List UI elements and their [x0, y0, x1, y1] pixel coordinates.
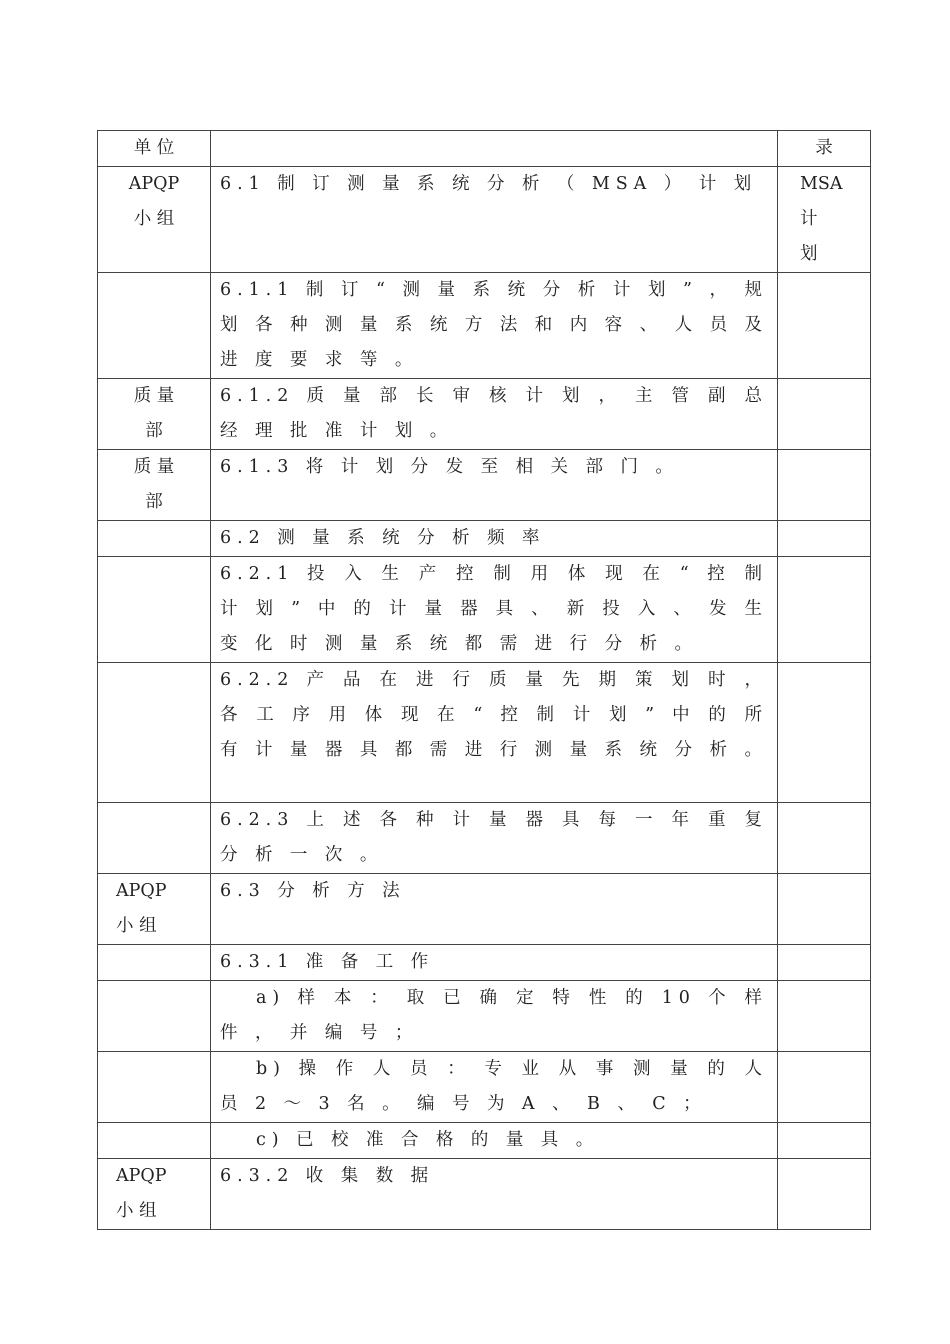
unit-line: 部	[145, 421, 163, 441]
desc-cell: 6.1.1 制 订 “ 测 量 系 统 分 析 计 划 ” ， 规 划 各 种 测 量 系 统 方 法 和 内 容 、 人 员 及 进 度 要 求 等 。	[211, 273, 778, 379]
record-line: 计	[800, 209, 818, 229]
unit-line: 小 组	[116, 916, 157, 936]
desc-cell: 6.2.2 产 品 在 进 行 质 量 先 期 策 划 时 ， 各 工 序 用 体 现 在 “ 控 制 计 划 ” 中 的 所 有 计 量 器 具 都 需 进 行 测 量 系 统 分 析 。	[211, 663, 778, 803]
indented-text: a) 样 本 ： 取 已 确 定 特 性 的 10 个 样 件 ， 并 编 号 ；	[220, 988, 768, 1043]
unit-cell	[98, 273, 211, 379]
desc-cell: 6.3.2 收 集 数 据	[211, 1159, 778, 1230]
table-row	[98, 803, 871, 874]
table-row	[98, 521, 871, 557]
record-line: MSA	[800, 174, 843, 194]
unit-line: 质 量	[133, 457, 175, 477]
record-cell	[778, 945, 871, 981]
header-unit: 单 位	[98, 131, 211, 167]
unit-cell	[98, 1123, 211, 1159]
table-row	[98, 945, 871, 981]
record-cell	[778, 557, 871, 663]
indented-text: b) 操 作 人 员 ： 专 业 从 事 测 量 的 人 员 2 ～ 3 名 。 编 号 为 A 、 B 、 C ；	[220, 1059, 768, 1114]
unit-line: APQP	[116, 881, 167, 901]
unit-line: APQP	[116, 1166, 167, 1186]
unit-cell	[98, 521, 211, 557]
record-cell	[778, 981, 871, 1052]
table-row	[98, 273, 871, 379]
procedure-table	[97, 130, 871, 1230]
table-row	[98, 450, 871, 521]
record-cell	[778, 379, 871, 450]
unit-cell	[98, 1052, 211, 1123]
table-row	[98, 1123, 871, 1159]
desc-cell: 6.1.3 将 计 划 分 发 至 相 关 部 门 。	[211, 450, 778, 521]
desc-cell: 6.3 分 析 方 法	[211, 874, 778, 945]
header-desc	[211, 131, 778, 167]
table-row	[98, 167, 871, 273]
record-cell	[778, 273, 871, 379]
record-cell	[778, 874, 871, 945]
table-row	[98, 981, 871, 1052]
record-cell	[778, 663, 871, 803]
record-cell	[778, 167, 871, 273]
table-header-row	[98, 131, 871, 167]
indented-text: c) 已 校 准 合 格 的 量 具 。	[256, 1130, 600, 1150]
record-line: 划	[800, 244, 818, 264]
record-cell	[778, 1123, 871, 1159]
unit-cell	[98, 874, 211, 945]
desc-cell: 6.2.1 投 入 生 产 控 制 用 体 现 在 “ 控 制 计 划 ” 中 的 计 量 器 具 、 新 投 入 、 发 生 变 化 时 测 量 系 统 都 需 进 行 分 析 。	[211, 557, 778, 663]
table-row	[98, 557, 871, 663]
record-cell	[778, 1052, 871, 1123]
desc-cell: 6.2 测 量 系 统 分 析 频 率	[211, 521, 778, 557]
table-row	[98, 874, 871, 945]
unit-cell	[98, 803, 211, 874]
desc-cell: 6.1.2 质 量 部 长 审 核 计 划 ， 主 管 副 总 经 理 批 准 计 划 。	[211, 379, 778, 450]
desc-cell: 6.3.1 准 备 工 作	[211, 945, 778, 981]
header-record: 录	[778, 131, 871, 167]
record-cell	[778, 1159, 871, 1230]
unit-cell	[98, 557, 211, 663]
unit-line: 小 组	[116, 1201, 157, 1221]
unit-cell	[98, 981, 211, 1052]
table-row	[98, 1052, 871, 1123]
unit-cell	[98, 945, 211, 981]
unit-cell	[98, 663, 211, 803]
unit-cell	[98, 379, 211, 450]
unit-cell	[98, 450, 211, 521]
unit-line: 小 组	[133, 209, 175, 229]
unit-line: 部	[145, 492, 163, 512]
record-cell	[778, 450, 871, 521]
unit-cell	[98, 167, 211, 273]
record-cell	[778, 803, 871, 874]
desc-cell: 6.2.3 上 述 各 种 计 量 器 具 每 一 年 重 复 分 析 一 次 。	[211, 803, 778, 874]
table-row	[98, 663, 871, 803]
table-row	[98, 1159, 871, 1230]
desc-cell: 6.1 制 订 测 量 系 统 分 析 （ MSA ） 计 划	[211, 167, 778, 273]
record-cell	[778, 521, 871, 557]
desc-cell	[211, 981, 778, 1052]
unit-line: 质 量	[133, 386, 175, 406]
unit-line: APQP	[128, 174, 180, 194]
desc-cell	[211, 1052, 778, 1123]
unit-cell	[98, 1159, 211, 1230]
desc-cell	[211, 1123, 778, 1159]
table-row	[98, 379, 871, 450]
